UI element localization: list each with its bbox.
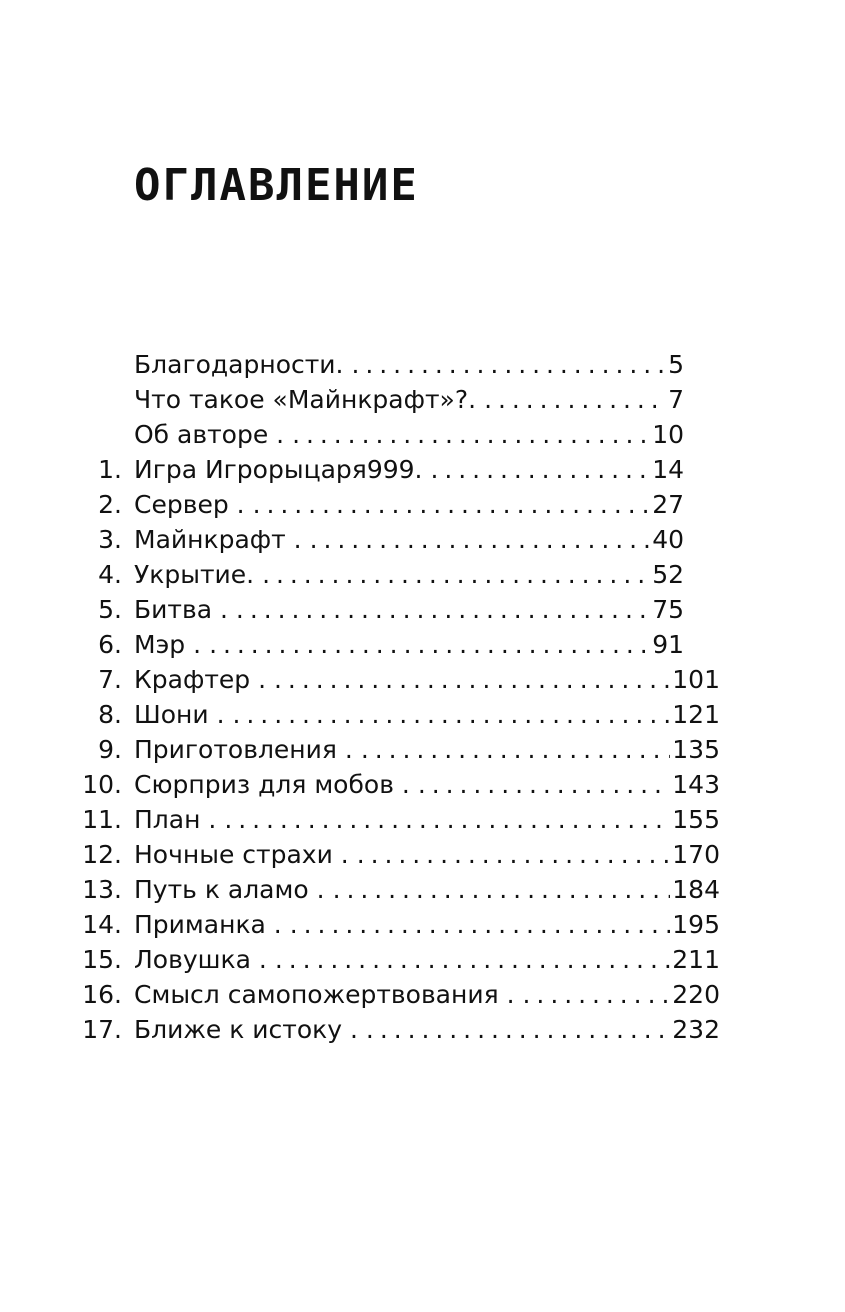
- toc-entry-title: Шони .: [134, 700, 225, 729]
- toc-entry-page: 14: [652, 455, 684, 484]
- toc-entry-title: Ближе к истоку .: [134, 1015, 358, 1044]
- dot-leader: [515, 977, 671, 1012]
- toc-entry-title: Сюрприз для мобов .: [134, 770, 410, 799]
- toc-entry-title: Крафтер .: [134, 665, 267, 694]
- dot-leader: [225, 697, 671, 732]
- toc-entry-line: [134, 382, 684, 417]
- toc-entry-page: 52: [652, 560, 684, 589]
- toc-entry-page: 10: [652, 420, 684, 449]
- toc-entry-title: Приманка .: [134, 910, 282, 939]
- toc-entry-line: [134, 907, 720, 942]
- toc-entry-number: 1.: [98, 455, 122, 484]
- toc-entry-title: Майнкрафт .: [134, 525, 302, 554]
- toc-entry-line: [134, 417, 684, 452]
- dot-leader: [216, 802, 670, 837]
- toc-entry-line: [134, 522, 684, 557]
- toc-entry-line: [134, 557, 684, 592]
- toc-entry: [0, 837, 845, 872]
- toc-entry-line: [134, 347, 684, 382]
- dot-leader: [284, 417, 650, 452]
- toc-entry-number: 5.: [98, 595, 122, 624]
- toc-entry-number: 14.: [82, 910, 122, 939]
- toc-entry-line: [134, 627, 684, 662]
- toc-entry-title: Приготовления .: [134, 735, 353, 764]
- toc-entry: [0, 382, 845, 417]
- dot-leader: [302, 522, 651, 557]
- page-title: ОГЛАВЛЕНИЕ: [134, 160, 419, 211]
- dot-leader: [266, 662, 670, 697]
- toc-entry: [0, 942, 845, 977]
- toc-entry: [0, 977, 845, 1012]
- dot-leader: [282, 907, 671, 942]
- toc-entry-page: 27: [652, 490, 684, 519]
- toc-entry: [0, 872, 845, 907]
- toc-entry-page: 220: [672, 980, 720, 1009]
- dot-leader: [344, 347, 667, 382]
- toc-entry-page: 143: [672, 770, 720, 799]
- toc-entry-page: 232: [672, 1015, 720, 1044]
- dot-leader: [201, 627, 650, 662]
- toc-entry-number: 6.: [98, 630, 122, 659]
- toc-entry-line: [134, 732, 720, 767]
- toc-entry-page: 75: [652, 595, 684, 624]
- toc-entry-page: 135: [672, 735, 720, 764]
- toc-entry-number: 8.: [98, 700, 122, 729]
- toc-entry-page: 40: [652, 525, 684, 554]
- dot-leader: [358, 1012, 670, 1047]
- toc-entry-number: 3.: [98, 525, 122, 554]
- toc-entry-title: Смысл самопожертвования .: [134, 980, 515, 1009]
- toc-entry: [0, 557, 845, 592]
- toc-entry-page: 101: [672, 665, 720, 694]
- toc-entry: [0, 662, 845, 697]
- toc-entry-line: [134, 767, 720, 802]
- toc-entry-number: 13.: [82, 875, 122, 904]
- toc-entry-number: 4.: [98, 560, 122, 589]
- toc-entry: [0, 592, 845, 627]
- toc-entry-line: [134, 662, 720, 697]
- toc-entry-page: 155: [672, 805, 720, 834]
- toc-entry-title: Ночные страхи .: [134, 840, 349, 869]
- dot-leader: [476, 382, 666, 417]
- toc-entry-line: [134, 592, 684, 627]
- toc-entry-title: Битва .: [134, 595, 228, 624]
- toc-entry-title: Благодарности.: [134, 350, 344, 379]
- toc-entry: [0, 1012, 845, 1047]
- toc-entry-page: 7: [668, 385, 684, 414]
- toc-entry-number: 11.: [82, 805, 122, 834]
- toc-entry: [0, 522, 845, 557]
- toc-entry-number: 7.: [98, 665, 122, 694]
- toc-entry-page: 211: [672, 945, 720, 974]
- toc-entry-title: Об авторе .: [134, 420, 285, 449]
- toc-entry: [0, 767, 845, 802]
- toc-entry-title: Что такое «Майнкрафт»?.: [134, 385, 477, 414]
- dot-leader: [325, 872, 671, 907]
- table-of-contents: [0, 347, 845, 1047]
- toc-entry-title: Ловушка .: [134, 945, 267, 974]
- toc-entry-page: 5: [668, 350, 684, 379]
- toc-entry-title: Путь к аламо .: [134, 875, 325, 904]
- toc-entry: [0, 417, 845, 452]
- toc-entry-number: 16.: [82, 980, 122, 1009]
- toc-entry-page: 91: [652, 630, 684, 659]
- toc-entry: [0, 907, 845, 942]
- toc-entry: [0, 452, 845, 487]
- toc-entry-number: 17.: [82, 1015, 122, 1044]
- dot-leader: [410, 767, 670, 802]
- toc-entry-line: [134, 452, 684, 487]
- toc-entry-line: [134, 802, 720, 837]
- toc-entry-title: Сервер .: [134, 490, 245, 519]
- toc-entry-page: 184: [672, 875, 720, 904]
- toc-entry: [0, 487, 845, 522]
- dot-leader: [254, 557, 650, 592]
- toc-entry-title: План .: [134, 805, 217, 834]
- toc-entry: [0, 627, 845, 662]
- toc-entry-line: [134, 1012, 720, 1047]
- dot-leader: [245, 487, 651, 522]
- dot-leader: [349, 837, 671, 872]
- dot-leader: [267, 942, 670, 977]
- toc-entry-line: [134, 487, 684, 522]
- toc-entry-page: 170: [672, 840, 720, 869]
- toc-entry-title: Укрытие.: [134, 560, 255, 589]
- toc-entry-line: [134, 977, 720, 1012]
- toc-entry-line: [134, 942, 720, 977]
- dot-leader: [423, 452, 651, 487]
- toc-entry: [0, 802, 845, 837]
- toc-entry-number: 9.: [98, 735, 122, 764]
- dot-leader: [353, 732, 670, 767]
- toc-entry-number: 2.: [98, 490, 122, 519]
- toc-entry-number: 12.: [82, 840, 122, 869]
- toc-entry: [0, 697, 845, 732]
- toc-entry: [0, 347, 845, 382]
- dot-leader: [228, 592, 650, 627]
- toc-entry-number: 15.: [82, 945, 122, 974]
- toc-entry-page: 195: [672, 910, 720, 939]
- toc-entry-title: Мэр .: [134, 630, 202, 659]
- toc-entry-line: [134, 837, 720, 872]
- toc-entry: [0, 732, 845, 767]
- toc-entry-title: Игра Игрорыцаря999.: [134, 455, 423, 484]
- toc-entry-line: [134, 697, 720, 732]
- toc-entry-page: 121: [672, 700, 720, 729]
- toc-entry-line: [134, 872, 720, 907]
- toc-entry-number: 10.: [82, 770, 122, 799]
